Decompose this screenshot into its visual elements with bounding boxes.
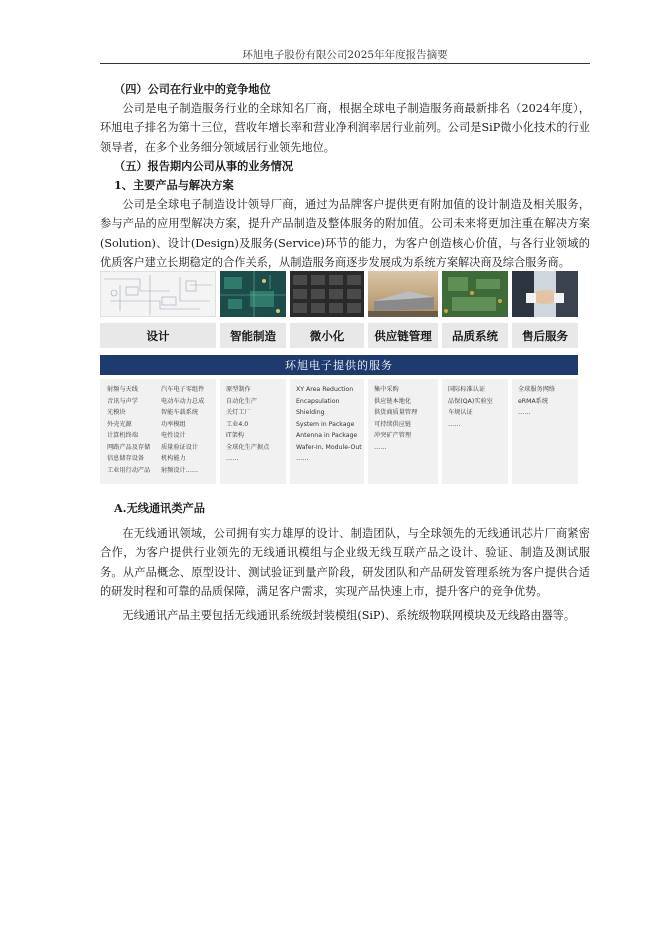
services-banner: 环旭电子提供的服务: [100, 355, 578, 375]
list-item: 光模块: [107, 409, 126, 416]
list-item: 电动车动力总成: [161, 397, 205, 405]
list-item: 网路产品及存储: [107, 443, 151, 451]
list-item: 集中采购: [374, 386, 399, 393]
report-header: 环旭电子股份有限公司2025年年度报告摘要: [242, 49, 448, 61]
list-item: 外壳光源: [107, 420, 132, 428]
supply-warehouse-image: [368, 271, 438, 317]
pcb-board-image: [220, 271, 286, 317]
list-item: 功率模组: [161, 420, 186, 428]
list-item: 智能车载系统: [161, 409, 199, 416]
category-miniaturization: 微小化: [290, 323, 364, 348]
list-item: 国际标准认证: [448, 386, 486, 393]
design-list-1: [107, 384, 150, 476]
list-item: 品保(QA)实验室: [448, 397, 493, 405]
service-columns: [100, 379, 578, 484]
list-item: 全球服务网络: [518, 386, 556, 393]
manufacturing-column: [220, 379, 286, 484]
list-item: 可持续供应链: [374, 420, 412, 428]
list-item: Antenna in Package: [296, 432, 358, 439]
list-item: ……: [296, 455, 309, 462]
category-smart-manufacturing: 智能制造: [220, 323, 286, 348]
list-item: 供货商质量管理: [374, 409, 418, 416]
category-supply-chain: 供应链管理: [368, 323, 438, 348]
design-list-2: [161, 384, 204, 476]
header-rule: [100, 63, 590, 64]
list-item: 射频与天线: [107, 386, 138, 393]
list-item: System in Package: [296, 420, 355, 428]
supply-chain-column: [368, 379, 438, 484]
list-item: 射频设计……: [161, 466, 199, 474]
photo-strip: [100, 271, 578, 317]
list-item: 质量验证设计: [161, 443, 199, 451]
list-item: 供应链本地化: [374, 397, 412, 405]
section5-paragraph: 公司是全球电子制造设计领导厂商，通过为品牌客户提供更有附加值的设计制造及相关服务，参与产品的应用型解决方案，提升产品制造及整体服务的附加值。公司未来将更加注重在解决方案(Solution)、设计(Design)及服务(Service)环节的能力，为客户创造核心价值，与各行业领域的优质客户建立长期稳定的合作关系，从制造服务商逐步发展成为系统方案解决商及综合服务商。: [100, 198, 590, 269]
quality-pcb-image: [442, 271, 508, 317]
circuit-schematic-image: [100, 271, 216, 317]
list-item: ……: [448, 420, 461, 428]
list-item: 计算机终端: [107, 432, 138, 439]
list-item: 关灯工厂: [226, 409, 251, 416]
list-item: IT架构: [226, 432, 244, 439]
list-item: 工业用行动产品: [107, 466, 151, 474]
section-a-paragraph-2: 无线通讯产品主要包括无线通讯系统级封装模组(SiP)、系统级物联网模块及无线路由器等。: [122, 609, 576, 623]
miniaturization-column: [290, 379, 364, 484]
section5-heading: （五）报告期内公司从事的业务情况: [114, 158, 294, 173]
service-categories: [100, 323, 578, 348]
list-item: XY Area Reduction: [296, 386, 354, 393]
section4-paragraph: 公司是电子制造服务行业的全球知名厂商，根据全球电子制造服务商最新排名（2024年度），环旭电子排名为第十三位，营收年增长率和营业净利润率居行业前列。公司是SiP微小化技术的行业领导者，在多个业务细分领域居行业领先地位。: [100, 102, 590, 154]
list-item: eRMA系统: [518, 397, 549, 405]
list-item: ……: [518, 409, 531, 416]
list-item: ……: [374, 443, 387, 451]
list-item: 自动化生产: [226, 397, 257, 405]
category-after-sales: 售后服务: [512, 323, 578, 348]
quality-column: [442, 379, 508, 484]
list-item: 工业4.0: [226, 420, 249, 428]
chip-array-image: [290, 271, 364, 317]
list-item: 信息储存设备: [107, 455, 145, 462]
services-figure: [100, 271, 578, 484]
list-item: 冲突矿产管理: [374, 432, 412, 439]
section-a: [100, 499, 590, 630]
list-item: 汽车电子零组件: [161, 386, 205, 393]
list-item: ……: [226, 455, 239, 462]
list-item: 原型制作: [226, 386, 251, 393]
after-sales-column: [512, 379, 578, 484]
category-design: 设计: [100, 323, 216, 348]
category-quality: 品质系统: [442, 323, 508, 348]
list-item: 电性设计: [161, 432, 186, 439]
list-item: Wafer-In, Module-Out: [296, 443, 362, 451]
list-item: Shielding: [296, 409, 325, 416]
section-a-paragraph-1: 在无线通讯领域，公司拥有实力雄厚的设计、制造团队，与全球领先的无线通讯芯片厂商紧密合作，为客户提供行业领先的无线通讯模组与企业级无线互联产品之设计、验证、制造及测试服务。从产品概念、原型设计、测试验证到量产阶段，研发团队和产品研发管理系统为客户提供合适的研发时程和可靠的品质保障，满足客户需求，实现产品快速上市，提升客户的竞争优势。: [100, 527, 590, 598]
list-item: 车规认证: [448, 409, 473, 416]
list-item: 全球化生产据点: [226, 443, 270, 451]
section5-subheading: 1、主要产品与解决方案: [114, 178, 234, 193]
list-item: Encapsulation: [296, 397, 340, 405]
report-body: [100, 80, 590, 272]
section4-heading: （四）公司在行业中的竞争地位: [114, 82, 271, 96]
design-column: [100, 379, 216, 484]
list-item: 音讯与声学: [107, 397, 138, 405]
handshake-image: [512, 271, 578, 317]
section-a-heading: A.无线通讯类产品: [114, 501, 205, 515]
list-item: 机构能力: [161, 455, 186, 462]
